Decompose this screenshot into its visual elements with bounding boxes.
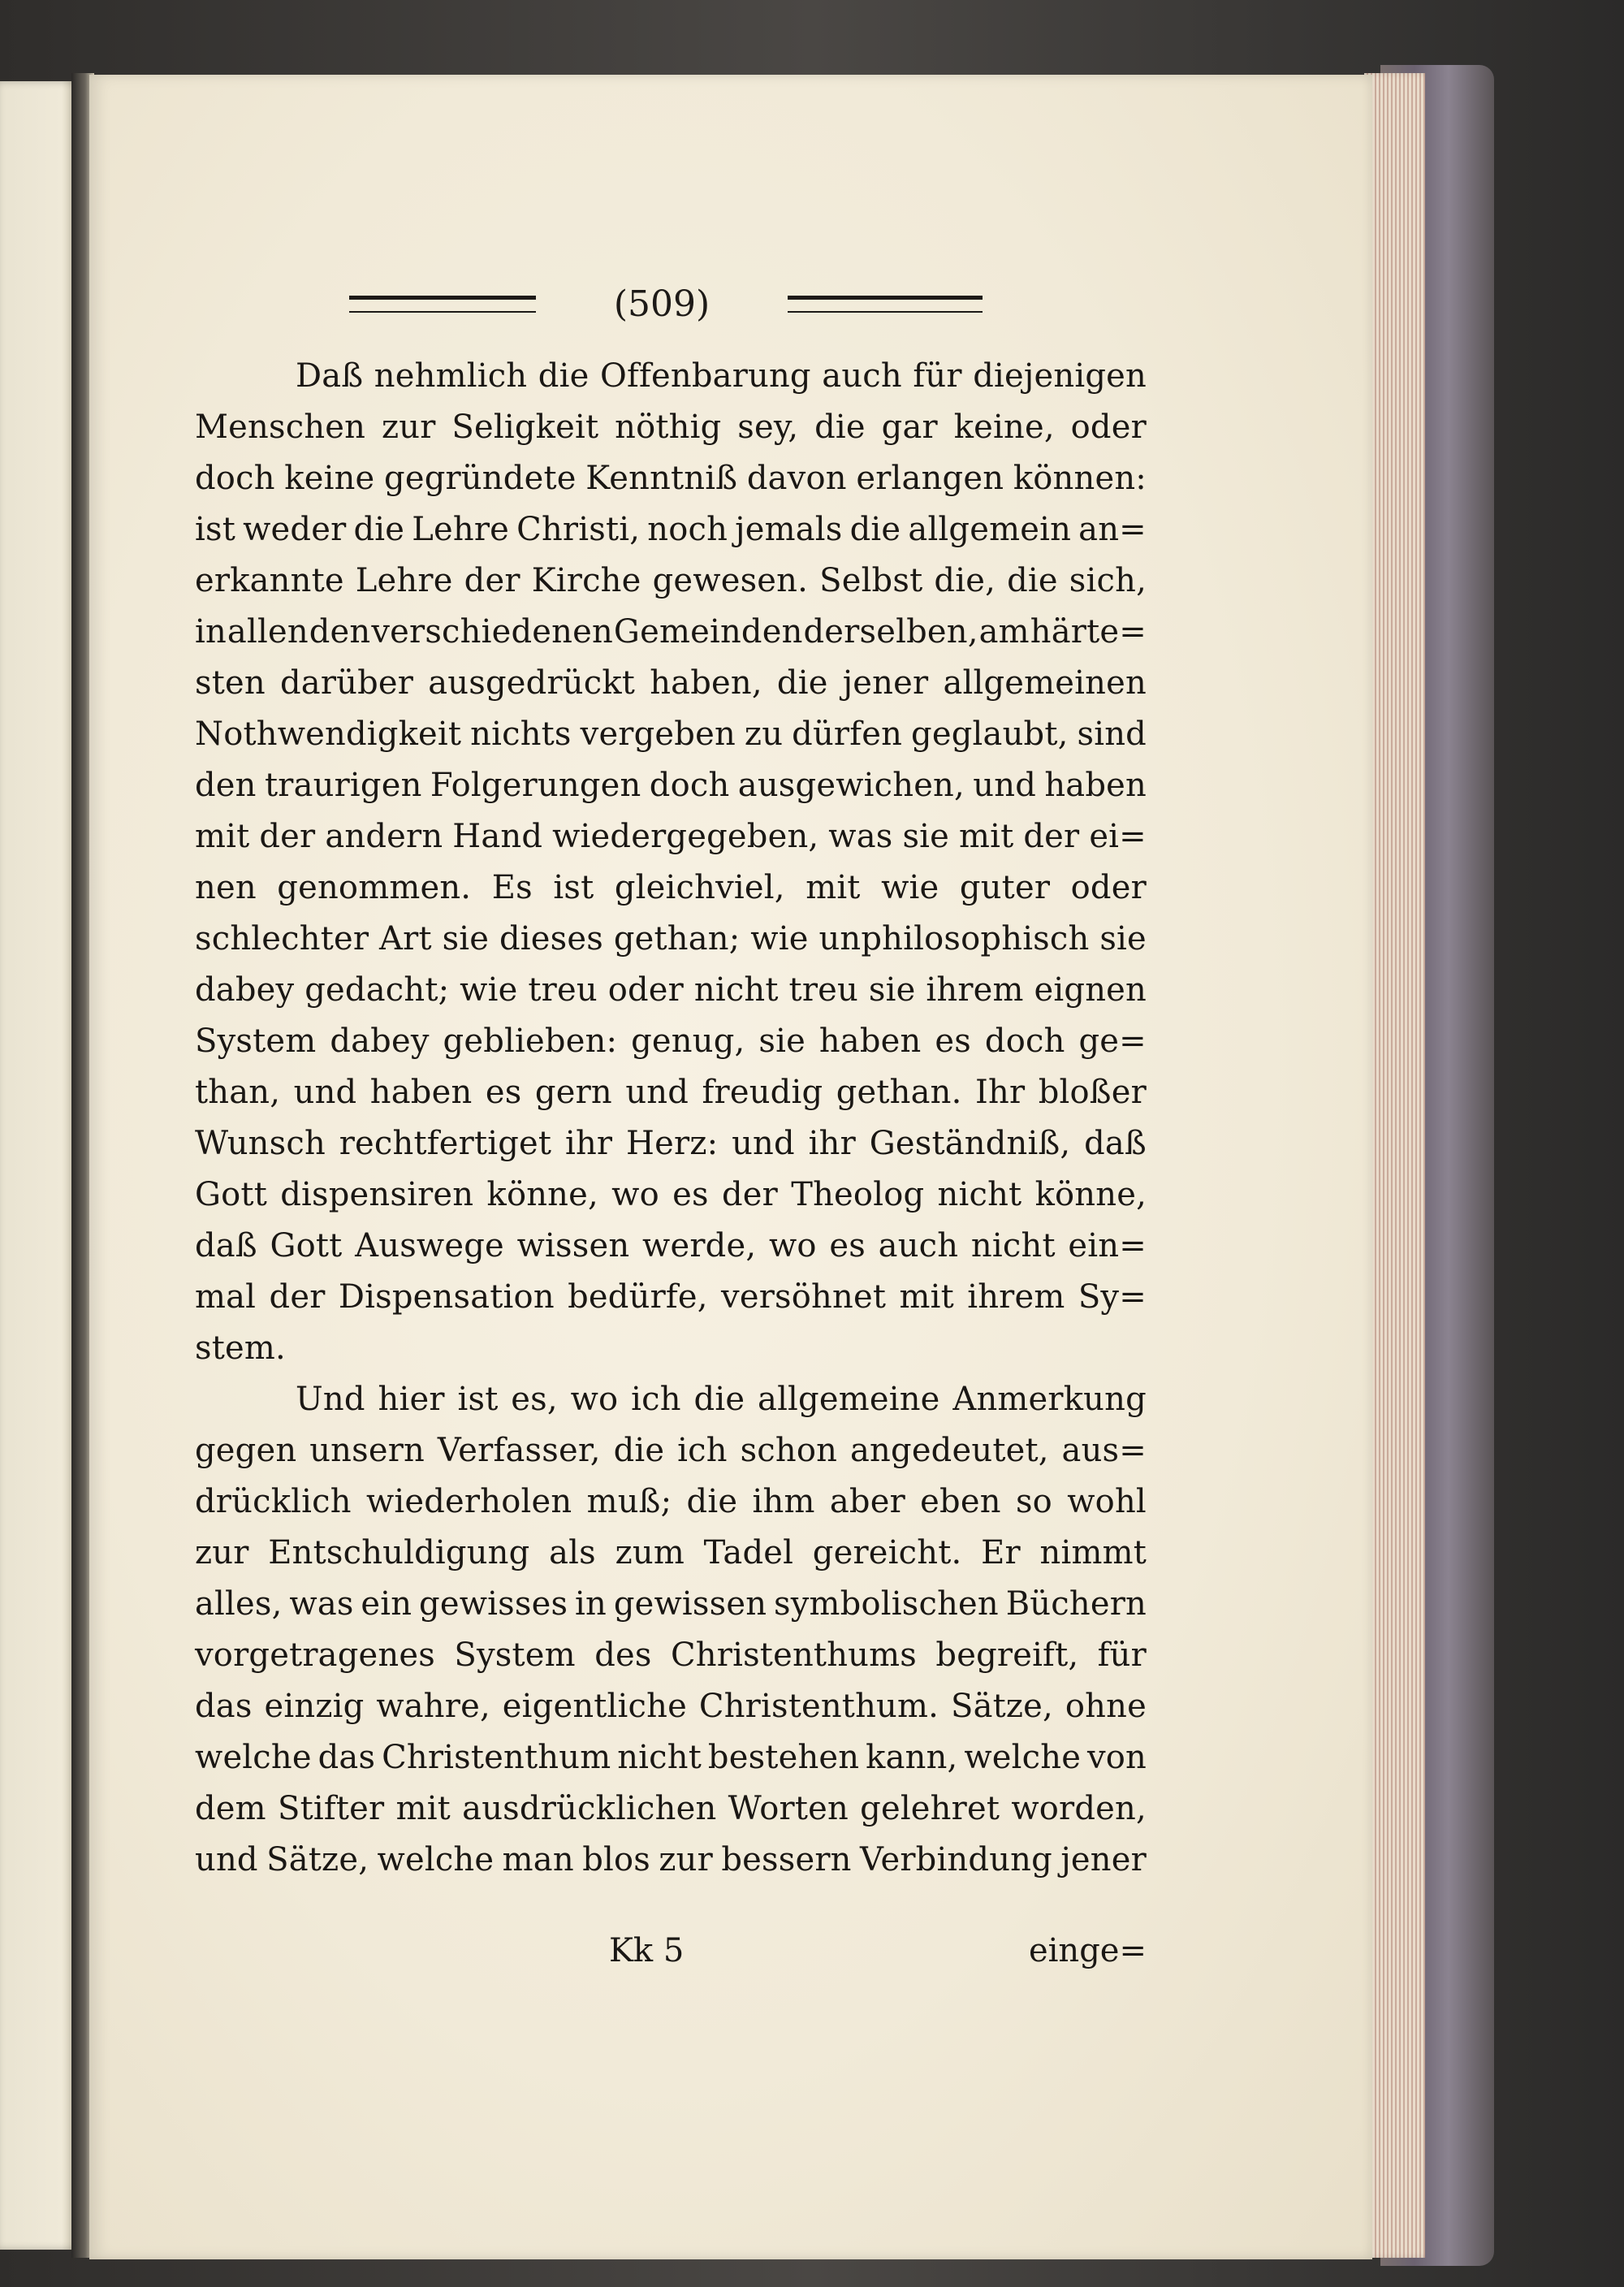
word: gar <box>881 409 938 446</box>
word: was <box>828 818 893 855</box>
text-line <box>195 1425 1147 1476</box>
word: hier <box>378 1381 445 1418</box>
word: auch <box>822 357 902 395</box>
word: sie <box>758 1022 806 1060</box>
word: noch <box>647 511 728 548</box>
word: wo <box>570 1381 619 1418</box>
word: gewesen. <box>652 562 809 599</box>
word: ausdrücklichen <box>462 1790 717 1827</box>
word: worden, <box>1011 1790 1147 1827</box>
word: welche <box>964 1739 1082 1776</box>
word: Daß <box>296 357 364 395</box>
word: die <box>353 511 405 548</box>
word: Lehre <box>412 511 510 548</box>
word: Lehre <box>355 562 453 599</box>
word: Sätze, <box>266 1841 369 1878</box>
word: wahre, <box>376 1688 490 1725</box>
word: wo <box>611 1176 659 1213</box>
word: schon <box>740 1432 838 1469</box>
word: wiederholen <box>365 1483 572 1520</box>
word: es <box>485 1074 522 1111</box>
word: mit <box>899 1278 954 1316</box>
text-line: stem. <box>195 1329 286 1367</box>
word: drücklich <box>195 1483 352 1520</box>
word: Anmerkung <box>952 1381 1147 1418</box>
word: wiedergegeben, <box>552 818 819 855</box>
text-line <box>195 504 1147 556</box>
word: weder <box>243 511 347 548</box>
word: geglaubt, <box>911 715 1069 753</box>
word: und <box>973 767 1037 804</box>
word: könne, <box>486 1176 598 1213</box>
word: erlangen <box>856 460 1004 497</box>
word: das <box>317 1739 376 1776</box>
word: wo <box>768 1227 817 1265</box>
word: sie <box>902 818 950 855</box>
word: darüber <box>279 664 414 702</box>
word: bloßer <box>1038 1074 1147 1111</box>
word: bestehen <box>707 1739 860 1776</box>
word: blos <box>582 1841 650 1878</box>
word: ist <box>457 1381 499 1418</box>
word: die <box>1007 562 1058 599</box>
word: eben <box>920 1483 1001 1520</box>
word: der <box>259 818 316 855</box>
text-line <box>195 1783 1147 1835</box>
word: die, <box>934 562 996 599</box>
word: gewisses <box>419 1585 568 1623</box>
word: Christenthum. <box>698 1688 939 1725</box>
word: oder <box>1070 409 1147 446</box>
word: versöhnet <box>721 1278 887 1316</box>
word: und <box>293 1074 357 1111</box>
text-line <box>195 351 1147 402</box>
word: dabey <box>195 971 295 1009</box>
word: Art <box>379 920 432 958</box>
text-line <box>195 1067 1147 1118</box>
word: guter <box>959 869 1051 906</box>
word: allgemeine <box>758 1381 940 1418</box>
word: haben <box>369 1074 473 1111</box>
text-line <box>195 965 1147 1016</box>
word: jemals <box>735 511 843 548</box>
word: doch <box>649 767 730 804</box>
word: symbolischen <box>774 1585 999 1623</box>
word: ohne <box>1065 1688 1147 1725</box>
word: begreift, <box>935 1636 1079 1674</box>
word: es <box>935 1022 972 1060</box>
word: ist <box>553 869 594 906</box>
word: ihr <box>564 1125 613 1162</box>
word: gethan. <box>836 1074 962 1111</box>
word: zur <box>195 1534 249 1572</box>
word: Christi, <box>516 511 641 548</box>
word: ein <box>361 1585 412 1623</box>
word: zur <box>381 409 436 446</box>
word: doch <box>984 1022 1065 1060</box>
word: derselben, <box>803 613 978 651</box>
word: allgemeinen <box>943 664 1147 702</box>
text-line <box>195 556 1147 607</box>
text-line <box>195 1118 1147 1169</box>
word: nicht <box>937 1176 1022 1213</box>
word: ich <box>677 1432 728 1469</box>
word: die <box>849 511 901 548</box>
word: Und <box>296 1381 365 1418</box>
word: eigentliche <box>502 1688 687 1725</box>
word: than, <box>195 1074 281 1111</box>
word: und <box>625 1074 689 1111</box>
word: vergeben <box>580 715 736 753</box>
word: nicht <box>970 1227 1056 1265</box>
word: sey, <box>737 409 799 446</box>
word: nichts <box>470 715 572 753</box>
word: mal <box>195 1278 257 1316</box>
word: sich, <box>1069 562 1147 599</box>
word: sie <box>442 920 490 958</box>
header-rule-right <box>788 296 983 313</box>
word: ihrem <box>967 1278 1065 1316</box>
word: wie <box>881 869 939 906</box>
word: so <box>1015 1483 1052 1520</box>
running-header <box>349 276 983 333</box>
word: wohl <box>1067 1483 1147 1520</box>
word: aber <box>829 1483 905 1520</box>
word: es <box>829 1227 866 1265</box>
text-line <box>195 1835 1147 1886</box>
word: jener <box>1060 1841 1147 1878</box>
word: System <box>454 1636 576 1674</box>
word: Gott <box>195 1176 267 1213</box>
catchword: einge= <box>1028 1932 1147 1969</box>
word: mit <box>806 869 861 906</box>
word: dürfen <box>792 715 903 753</box>
word: gereicht. <box>812 1534 962 1572</box>
word: Worten <box>728 1790 849 1827</box>
word: jener <box>842 664 929 702</box>
word: Er <box>981 1534 1021 1572</box>
word: einzig <box>264 1688 365 1725</box>
word: rechtfertiget <box>339 1125 552 1162</box>
word: und <box>195 1841 258 1878</box>
word: nehmlich <box>374 357 528 395</box>
word: Wunsch <box>195 1125 326 1162</box>
word: Es <box>491 869 533 906</box>
word: nicht <box>617 1739 702 1776</box>
text-line <box>195 709 1147 760</box>
word: Offenbarung <box>600 357 811 395</box>
word: Menschen <box>195 409 366 446</box>
word: Auswege <box>355 1227 504 1265</box>
word: gethan; <box>613 920 741 958</box>
text-line <box>195 1272 1147 1323</box>
word: die <box>613 1432 665 1469</box>
word: oder <box>1070 869 1147 906</box>
word: sind <box>1077 715 1147 753</box>
header-rule-left <box>349 296 536 313</box>
word: könne, <box>1034 1176 1147 1213</box>
word: Ihr <box>974 1074 1026 1111</box>
word: Folgerungen <box>430 767 641 804</box>
word: für <box>913 357 962 395</box>
word: welche <box>195 1739 312 1776</box>
word: den <box>309 613 371 651</box>
word: ein= <box>1068 1227 1147 1265</box>
word: gegen <box>195 1432 297 1469</box>
page-number: (509) <box>613 283 710 325</box>
word: bessern <box>721 1841 852 1878</box>
word: sie <box>1099 920 1147 958</box>
word: für <box>1097 1636 1147 1674</box>
word: das <box>195 1688 253 1725</box>
word: die <box>814 409 866 446</box>
word: ich <box>631 1381 681 1418</box>
word: gewissen <box>613 1585 767 1623</box>
text-line <box>195 402 1147 453</box>
word: keine <box>284 460 375 497</box>
word: den <box>195 767 257 804</box>
word: am <box>978 613 1030 651</box>
word: ist <box>195 511 235 548</box>
text-line <box>195 1221 1147 1272</box>
word: als <box>549 1534 596 1572</box>
word: doch <box>195 460 275 497</box>
word: Gemeinden <box>613 613 803 651</box>
word: wissen <box>516 1227 630 1265</box>
text-line <box>195 607 1147 658</box>
word: erkannte <box>195 562 344 599</box>
word: und <box>732 1125 795 1162</box>
word: Christenthum <box>382 1739 611 1776</box>
text-line <box>195 1169 1147 1221</box>
word: allgemein <box>908 511 1072 548</box>
text-line <box>195 1374 1147 1425</box>
word: gegründete <box>384 460 577 497</box>
page-footer <box>195 1926 1147 1975</box>
text-line <box>195 1630 1147 1681</box>
word: genommen. <box>277 869 472 906</box>
word: sten <box>195 664 266 702</box>
word: daß <box>195 1227 257 1265</box>
text-line <box>195 453 1147 504</box>
word: des <box>594 1636 652 1674</box>
word: haben <box>1044 767 1147 804</box>
word: ihr <box>808 1125 856 1162</box>
text-line <box>195 811 1147 862</box>
word: angedeutet, <box>850 1432 1049 1469</box>
word: zur <box>659 1841 713 1878</box>
word: alles, <box>195 1585 283 1623</box>
word: Hand <box>452 818 543 855</box>
text-line <box>195 862 1147 914</box>
word: zum <box>615 1534 685 1572</box>
word: davon <box>746 460 847 497</box>
word: schlechter <box>195 920 369 958</box>
word: sie <box>868 971 916 1009</box>
text-line <box>195 1528 1147 1579</box>
word: haben <box>818 1022 922 1060</box>
word: vorgetragenes <box>195 1636 435 1674</box>
word: treu <box>788 971 858 1009</box>
word: Tadel <box>703 1534 794 1572</box>
word: ge= <box>1078 1022 1147 1060</box>
word: nimmt <box>1039 1534 1147 1572</box>
word: an= <box>1078 511 1147 548</box>
text-line <box>195 914 1147 965</box>
facing-page-edge <box>0 81 77 2250</box>
word: dabey <box>330 1022 430 1060</box>
body-text <box>195 351 1147 1886</box>
word: werde, <box>642 1227 757 1265</box>
word: Sy= <box>1078 1278 1147 1316</box>
word: nen <box>195 869 257 906</box>
word: Stifter <box>278 1790 385 1827</box>
word: in <box>195 613 227 651</box>
word: Verbindung <box>860 1841 1052 1878</box>
word: in <box>575 1585 607 1623</box>
word: Kenntniß <box>585 460 738 497</box>
word: Theolog <box>791 1176 925 1213</box>
word: unsern <box>309 1432 425 1469</box>
text-line <box>195 1681 1147 1732</box>
word: zu <box>744 715 784 753</box>
word: dispensiren <box>280 1176 474 1213</box>
text-line <box>195 1579 1147 1630</box>
word: die <box>686 1483 738 1520</box>
word: oder <box>607 971 684 1009</box>
word: es <box>672 1176 709 1213</box>
word: Sätze, <box>950 1688 1053 1725</box>
word: gedacht; <box>304 971 450 1009</box>
word: geblieben: <box>443 1022 618 1060</box>
word: Herz: <box>626 1125 719 1162</box>
text-line <box>195 760 1147 811</box>
word: gelehret <box>860 1790 1000 1827</box>
word: Seligkeit <box>451 409 599 446</box>
text-line <box>195 658 1147 709</box>
word: mit <box>195 818 250 855</box>
word: kann, <box>866 1739 958 1776</box>
word: von <box>1086 1739 1147 1776</box>
word: der <box>464 562 520 599</box>
word: ei= <box>1089 818 1147 855</box>
word: Entschuldigung <box>268 1534 530 1572</box>
word: ausgewichen, <box>737 767 965 804</box>
word: Christenthums <box>671 1636 917 1674</box>
word: die <box>776 664 828 702</box>
word: Gott <box>270 1227 343 1265</box>
word: können: <box>1013 460 1147 497</box>
word: mit <box>395 1790 451 1827</box>
word: die <box>693 1381 745 1418</box>
word: treu <box>528 971 598 1009</box>
word: nöthig <box>615 409 722 446</box>
word: Selbst <box>819 562 923 599</box>
printer-signature: Kk 5 <box>609 1932 685 1969</box>
word: verschiedenen <box>371 613 613 651</box>
word: System <box>195 1022 317 1060</box>
word: härte= <box>1030 613 1147 651</box>
word: aus= <box>1061 1432 1147 1469</box>
word: daß <box>1084 1125 1147 1162</box>
word: Büchern <box>1005 1585 1147 1623</box>
word: wie <box>750 920 809 958</box>
word: andern <box>325 818 443 855</box>
page-stack-edges <box>1364 73 1425 2258</box>
word: gleichviel, <box>614 869 785 906</box>
word: nicht <box>693 971 779 1009</box>
text-line <box>195 1016 1147 1067</box>
word: der <box>1023 818 1080 855</box>
word: mit <box>959 818 1014 855</box>
word: traurigen <box>264 767 422 804</box>
word: unphilosophisch <box>818 920 1090 958</box>
word: keine, <box>953 409 1055 446</box>
word: Nothwendigkeit <box>195 715 462 753</box>
word: wie <box>460 971 518 1009</box>
word: die <box>538 357 590 395</box>
word: was <box>289 1585 354 1623</box>
word: Verfasser, <box>437 1432 601 1469</box>
word: welche <box>377 1841 495 1878</box>
text-line <box>195 1732 1147 1783</box>
text-line <box>195 1476 1147 1528</box>
word: man <box>502 1841 574 1878</box>
word: der <box>269 1278 326 1316</box>
word: Dispensation <box>338 1278 555 1316</box>
word: muß; <box>586 1483 672 1520</box>
word: auch <box>878 1227 959 1265</box>
word: ihm <box>752 1483 815 1520</box>
word: dieses <box>499 920 603 958</box>
word: freudig <box>702 1074 823 1111</box>
word: dem <box>195 1790 266 1827</box>
word: es, <box>511 1381 558 1418</box>
word: ausgedrückt <box>428 664 636 702</box>
word: bedürfe, <box>568 1278 708 1316</box>
word: gern <box>534 1074 612 1111</box>
word: diejenigen <box>973 357 1147 395</box>
word: haben, <box>650 664 762 702</box>
word: genug, <box>631 1022 745 1060</box>
word: ihrem <box>926 971 1024 1009</box>
word: Kirche <box>531 562 641 599</box>
word: der <box>721 1176 778 1213</box>
word: allen <box>227 613 309 651</box>
word: Geständniß, <box>869 1125 1071 1162</box>
word: eignen <box>1034 971 1147 1009</box>
